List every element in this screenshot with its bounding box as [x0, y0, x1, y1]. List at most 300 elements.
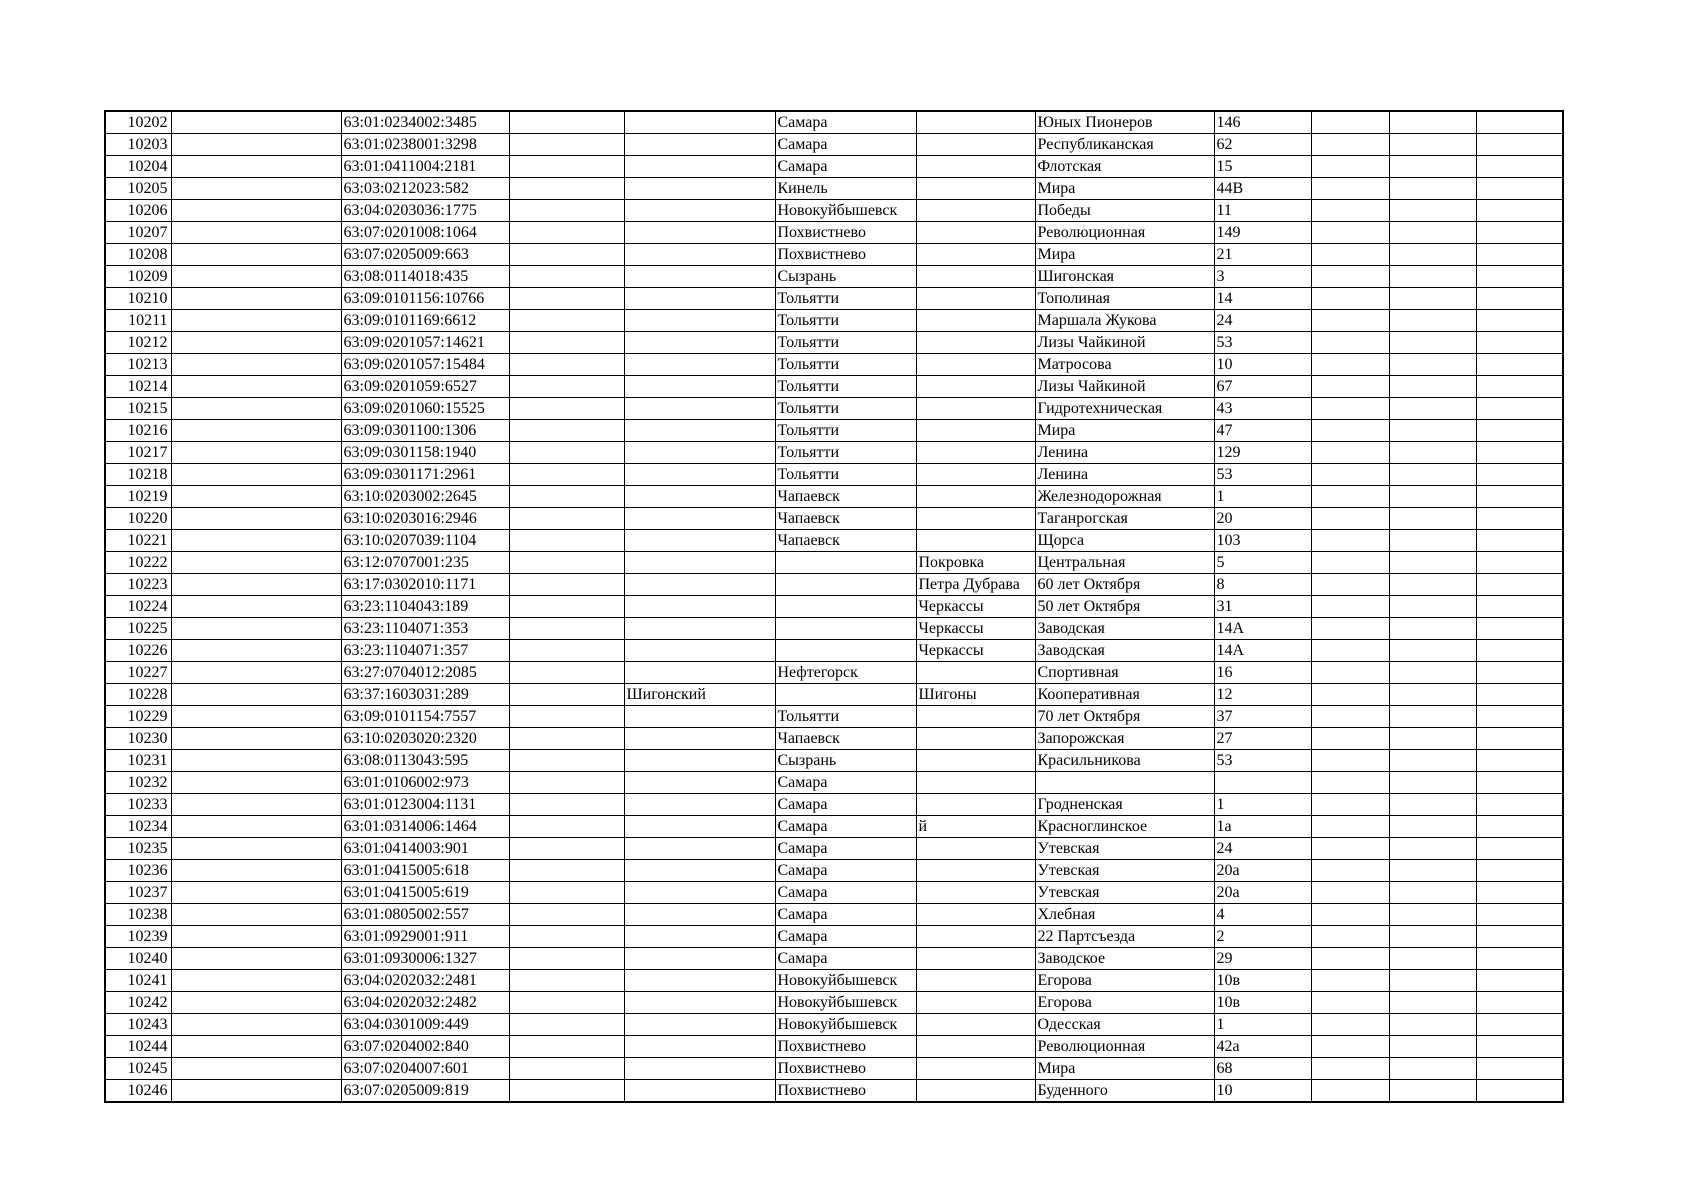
district-cell: [624, 772, 775, 794]
cadastral-number-cell: 63:10:0203020:2320: [341, 728, 509, 750]
blank-cell: [1389, 288, 1476, 310]
row-number-cell: 10211: [105, 310, 171, 332]
settlement-cell: [916, 1058, 1035, 1080]
blank-cell: [509, 266, 624, 288]
street-cell: Буденного: [1035, 1080, 1214, 1103]
street-cell: Егорова: [1035, 992, 1214, 1014]
cadastral-number-cell: 63:09:0101156:10766: [341, 288, 509, 310]
blank-cell: [171, 772, 341, 794]
blank-cell: [171, 376, 341, 398]
district-cell: [624, 200, 775, 222]
blank-cell: [1389, 860, 1476, 882]
row-number-cell: 10230: [105, 728, 171, 750]
cadastral-number-cell: 63:01:0805002:557: [341, 904, 509, 926]
blank-cell: [509, 706, 624, 728]
blank-cell: [171, 111, 341, 134]
house-number-cell: 31: [1214, 596, 1311, 618]
blank-cell: [509, 750, 624, 772]
blank-cell: [509, 288, 624, 310]
settlement-cell: [916, 354, 1035, 376]
city-cell: Тольятти: [775, 288, 916, 310]
district-cell: [624, 156, 775, 178]
city-cell: Самара: [775, 926, 916, 948]
blank-cell: [509, 926, 624, 948]
blank-cell: [1311, 464, 1389, 486]
cadastral-number-cell: 63:01:0930006:1327: [341, 948, 509, 970]
blank-cell: [509, 860, 624, 882]
blank-cell: [1389, 134, 1476, 156]
district-cell: [624, 266, 775, 288]
blank-cell: [1476, 442, 1563, 464]
blank-cell: [509, 618, 624, 640]
house-number-cell: 62: [1214, 134, 1311, 156]
cadastral-number-cell: 63:04:0301009:449: [341, 1014, 509, 1036]
city-cell: [775, 552, 916, 574]
district-cell: [624, 464, 775, 486]
house-number-cell: 15: [1214, 156, 1311, 178]
blank-cell: [171, 486, 341, 508]
row-number-cell: 10221: [105, 530, 171, 552]
district-cell: [624, 376, 775, 398]
blank-cell: [1389, 244, 1476, 266]
table-row: [105, 992, 1563, 1014]
blank-cell: [1311, 376, 1389, 398]
city-cell: Нефтегорск: [775, 662, 916, 684]
row-number-cell: 10203: [105, 134, 171, 156]
blank-cell: [509, 948, 624, 970]
house-number-cell: 27: [1214, 728, 1311, 750]
city-cell: Тольятти: [775, 398, 916, 420]
settlement-cell: [916, 376, 1035, 398]
district-cell: [624, 574, 775, 596]
cadastral-number-cell: 63:09:0201057:14621: [341, 332, 509, 354]
blank-cell: [171, 970, 341, 992]
blank-cell: [171, 464, 341, 486]
street-cell: Ленина: [1035, 464, 1214, 486]
blank-cell: [509, 398, 624, 420]
blank-cell: [1476, 1080, 1563, 1103]
blank-cell: [1476, 222, 1563, 244]
street-cell: 70 лет Октября: [1035, 706, 1214, 728]
blank-cell: [1311, 156, 1389, 178]
settlement-cell: [916, 1080, 1035, 1103]
street-cell: Юных Пионеров: [1035, 111, 1214, 134]
district-cell: Шигонский: [624, 684, 775, 706]
house-number-cell: 149: [1214, 222, 1311, 244]
blank-cell: [1476, 640, 1563, 662]
table-row: [105, 442, 1563, 464]
settlement-cell: [916, 948, 1035, 970]
blank-cell: [171, 684, 341, 706]
cadastral-number-cell: 63:01:0415005:619: [341, 882, 509, 904]
city-cell: [775, 574, 916, 596]
blank-cell: [1389, 926, 1476, 948]
blank-cell: [1311, 596, 1389, 618]
city-cell: Тольятти: [775, 420, 916, 442]
cadastral-number-cell: 63:10:0203016:2946: [341, 508, 509, 530]
house-number-cell: 20а: [1214, 882, 1311, 904]
city-cell: Тольятти: [775, 706, 916, 728]
table-row: [105, 794, 1563, 816]
house-number-cell: 29: [1214, 948, 1311, 970]
blank-cell: [1476, 926, 1563, 948]
blank-cell: [1311, 486, 1389, 508]
cadastral-number-cell: 63:01:0123004:1131: [341, 794, 509, 816]
blank-cell: [1476, 904, 1563, 926]
blank-cell: [1389, 618, 1476, 640]
blank-cell: [171, 794, 341, 816]
blank-cell: [1476, 310, 1563, 332]
district-cell: [624, 816, 775, 838]
street-cell: Гродненская: [1035, 794, 1214, 816]
house-number-cell: 44В: [1214, 178, 1311, 200]
city-cell: Тольятти: [775, 464, 916, 486]
blank-cell: [509, 134, 624, 156]
blank-cell: [171, 596, 341, 618]
blank-cell: [1389, 354, 1476, 376]
row-number-cell: 10215: [105, 398, 171, 420]
blank-cell: [1389, 552, 1476, 574]
settlement-cell: [916, 464, 1035, 486]
row-number-cell: 10224: [105, 596, 171, 618]
blank-cell: [1476, 706, 1563, 728]
row-number-cell: 10246: [105, 1080, 171, 1103]
table-row: [105, 970, 1563, 992]
blank-cell: [171, 860, 341, 882]
settlement-cell: Черкассы: [916, 618, 1035, 640]
house-number-cell: 14А: [1214, 618, 1311, 640]
street-cell: Республиканская: [1035, 134, 1214, 156]
blank-cell: [1476, 486, 1563, 508]
blank-cell: [1476, 266, 1563, 288]
district-cell: [624, 222, 775, 244]
district-cell: [624, 310, 775, 332]
district-cell: [624, 882, 775, 904]
blank-cell: [509, 640, 624, 662]
city-cell: Тольятти: [775, 354, 916, 376]
street-cell: Мира: [1035, 1058, 1214, 1080]
blank-cell: [509, 1036, 624, 1058]
blank-cell: [1389, 222, 1476, 244]
blank-cell: [1476, 838, 1563, 860]
row-number-cell: 10242: [105, 992, 171, 1014]
house-number-cell: 53: [1214, 464, 1311, 486]
blank-cell: [1389, 266, 1476, 288]
blank-cell: [171, 1058, 341, 1080]
blank-cell: [1389, 508, 1476, 530]
blank-cell: [1389, 706, 1476, 728]
row-number-cell: 10240: [105, 948, 171, 970]
district-cell: [624, 728, 775, 750]
city-cell: Тольятти: [775, 310, 916, 332]
blank-cell: [1311, 992, 1389, 1014]
house-number-cell: 43: [1214, 398, 1311, 420]
blank-cell: [1311, 860, 1389, 882]
blank-cell: [171, 178, 341, 200]
row-number-cell: 10229: [105, 706, 171, 728]
blank-cell: [171, 508, 341, 530]
blank-cell: [509, 574, 624, 596]
district-cell: [624, 398, 775, 420]
blank-cell: [1389, 178, 1476, 200]
blank-cell: [1311, 618, 1389, 640]
blank-cell: [509, 552, 624, 574]
blank-cell: [509, 442, 624, 464]
table-row: [105, 310, 1563, 332]
cadastral-number-cell: 63:08:0113043:595: [341, 750, 509, 772]
blank-cell: [171, 618, 341, 640]
district-cell: [624, 111, 775, 134]
blank-cell: [171, 288, 341, 310]
blank-cell: [1389, 1058, 1476, 1080]
blank-cell: [171, 816, 341, 838]
district-cell: [624, 1058, 775, 1080]
settlement-cell: й: [916, 816, 1035, 838]
district-cell: [624, 442, 775, 464]
row-number-cell: 10231: [105, 750, 171, 772]
street-cell: Гидротехническая: [1035, 398, 1214, 420]
blank-cell: [1476, 750, 1563, 772]
settlement-cell: [916, 728, 1035, 750]
street-cell: Победы: [1035, 200, 1214, 222]
cadastral-number-cell: 63:09:0201059:6527: [341, 376, 509, 398]
district-cell: [624, 1080, 775, 1103]
blank-cell: [509, 1080, 624, 1103]
house-number-cell: 10в: [1214, 970, 1311, 992]
blank-cell: [1311, 420, 1389, 442]
blank-cell: [1476, 464, 1563, 486]
table-row: [105, 574, 1563, 596]
row-number-cell: 10245: [105, 1058, 171, 1080]
row-number-cell: 10213: [105, 354, 171, 376]
settlement-cell: [916, 926, 1035, 948]
district-cell: [624, 530, 775, 552]
city-cell: [775, 618, 916, 640]
blank-cell: [509, 464, 624, 486]
house-number-cell: 1: [1214, 794, 1311, 816]
row-number-cell: 10210: [105, 288, 171, 310]
city-cell: Кинель: [775, 178, 916, 200]
blank-cell: [1311, 222, 1389, 244]
street-cell: Одесская: [1035, 1014, 1214, 1036]
blank-cell: [1311, 684, 1389, 706]
street-cell: Заводская: [1035, 640, 1214, 662]
street-cell: Утевская: [1035, 860, 1214, 882]
house-number-cell: 24: [1214, 310, 1311, 332]
blank-cell: [1476, 530, 1563, 552]
row-number-cell: 10232: [105, 772, 171, 794]
settlement-cell: [916, 970, 1035, 992]
blank-cell: [1476, 618, 1563, 640]
district-cell: [624, 1036, 775, 1058]
blank-cell: [1311, 442, 1389, 464]
blank-cell: [509, 420, 624, 442]
city-cell: Чапаевск: [775, 508, 916, 530]
house-number-cell: 20: [1214, 508, 1311, 530]
blank-cell: [509, 244, 624, 266]
house-number-cell: 1: [1214, 1014, 1311, 1036]
house-number-cell: 12: [1214, 684, 1311, 706]
district-cell: [624, 860, 775, 882]
blank-cell: [1476, 398, 1563, 420]
blank-cell: [1476, 288, 1563, 310]
blank-cell: [1476, 816, 1563, 838]
blank-cell: [1476, 134, 1563, 156]
cadastral-number-cell: 63:23:1104071:353: [341, 618, 509, 640]
street-cell: Матросова: [1035, 354, 1214, 376]
settlement-cell: [916, 992, 1035, 1014]
blank-cell: [1311, 134, 1389, 156]
city-cell: Новокуйбышевск: [775, 970, 916, 992]
blank-cell: [509, 772, 624, 794]
street-cell: 60 лет Октября: [1035, 574, 1214, 596]
table-row: [105, 222, 1563, 244]
blank-cell: [509, 816, 624, 838]
cadastral-number-cell: 63:01:0411004:2181: [341, 156, 509, 178]
cadastral-number-cell: 63:09:0301100:1306: [341, 420, 509, 442]
table-row: [105, 948, 1563, 970]
blank-cell: [171, 1014, 341, 1036]
blank-cell: [509, 354, 624, 376]
blank-cell: [171, 420, 341, 442]
cadastral-number-cell: 63:07:0205009:663: [341, 244, 509, 266]
blank-cell: [171, 882, 341, 904]
row-number-cell: 10223: [105, 574, 171, 596]
cadastral-number-cell: 63:23:1104071:357: [341, 640, 509, 662]
blank-cell: [509, 178, 624, 200]
blank-cell: [171, 398, 341, 420]
row-number-cell: 10207: [105, 222, 171, 244]
table-row: [105, 376, 1563, 398]
city-cell: Тольятти: [775, 442, 916, 464]
city-cell: Самара: [775, 772, 916, 794]
table-body: [105, 111, 1563, 1102]
house-number-cell: 2: [1214, 926, 1311, 948]
blank-cell: [509, 904, 624, 926]
house-number-cell: 4: [1214, 904, 1311, 926]
street-cell: 22 Партсъезда: [1035, 926, 1214, 948]
house-number-cell: 53: [1214, 332, 1311, 354]
city-cell: Чапаевск: [775, 728, 916, 750]
blank-cell: [171, 706, 341, 728]
cadastral-number-cell: 63:10:0203002:2645: [341, 486, 509, 508]
street-cell: Лизы Чайкиной: [1035, 332, 1214, 354]
blank-cell: [1476, 772, 1563, 794]
house-number-cell: 11: [1214, 200, 1311, 222]
settlement-cell: Черкассы: [916, 640, 1035, 662]
city-cell: Похвистнево: [775, 222, 916, 244]
blank-cell: [1389, 156, 1476, 178]
records-table: [104, 110, 1564, 1103]
blank-cell: [1389, 794, 1476, 816]
table-row: [105, 464, 1563, 486]
row-number-cell: 10235: [105, 838, 171, 860]
table-row: [105, 552, 1563, 574]
blank-cell: [1476, 596, 1563, 618]
table-row: [105, 156, 1563, 178]
blank-cell: [1389, 882, 1476, 904]
table-row: [105, 1036, 1563, 1058]
settlement-cell: [916, 111, 1035, 134]
blank-cell: [1476, 1036, 1563, 1058]
row-number-cell: 10244: [105, 1036, 171, 1058]
row-number-cell: 10227: [105, 662, 171, 684]
row-number-cell: 10237: [105, 882, 171, 904]
street-cell: Спортивная: [1035, 662, 1214, 684]
cadastral-number-cell: 63:17:0302010:1171: [341, 574, 509, 596]
blank-cell: [171, 640, 341, 662]
blank-cell: [509, 486, 624, 508]
table-row: [105, 838, 1563, 860]
blank-cell: [1476, 244, 1563, 266]
settlement-cell: [916, 244, 1035, 266]
street-cell: Запорожская: [1035, 728, 1214, 750]
cadastral-number-cell: 63:12:0707001:235: [341, 552, 509, 574]
blank-cell: [1476, 970, 1563, 992]
settlement-cell: [916, 1014, 1035, 1036]
blank-cell: [1311, 970, 1389, 992]
table-row: [105, 1080, 1563, 1103]
city-cell: Самара: [775, 156, 916, 178]
blank-cell: [1389, 310, 1476, 332]
blank-cell: [509, 794, 624, 816]
settlement-cell: [916, 904, 1035, 926]
table-row: [105, 750, 1563, 772]
table-row: [105, 508, 1563, 530]
district-cell: [624, 970, 775, 992]
street-cell: Хлебная: [1035, 904, 1214, 926]
street-cell: Красноглинское: [1035, 816, 1214, 838]
table-row: [105, 772, 1563, 794]
blank-cell: [509, 530, 624, 552]
blank-cell: [1476, 948, 1563, 970]
settlement-cell: Петра Дубрава: [916, 574, 1035, 596]
settlement-cell: [916, 178, 1035, 200]
settlement-cell: [916, 486, 1035, 508]
blank-cell: [509, 376, 624, 398]
blank-cell: [1389, 574, 1476, 596]
city-cell: [775, 640, 916, 662]
blank-cell: [1311, 1058, 1389, 1080]
cadastral-number-cell: 63:01:0238001:3298: [341, 134, 509, 156]
house-number-cell: 37: [1214, 706, 1311, 728]
district-cell: [624, 794, 775, 816]
cadastral-number-cell: 63:01:0415005:618: [341, 860, 509, 882]
table-row: [105, 860, 1563, 882]
blank-cell: [509, 882, 624, 904]
row-number-cell: 10219: [105, 486, 171, 508]
street-cell: Мира: [1035, 420, 1214, 442]
blank-cell: [1389, 530, 1476, 552]
row-number-cell: 10241: [105, 970, 171, 992]
table-row: [105, 266, 1563, 288]
row-number-cell: 10233: [105, 794, 171, 816]
district-cell: [624, 640, 775, 662]
cadastral-number-cell: 63:04:0202032:2481: [341, 970, 509, 992]
blank-cell: [1389, 816, 1476, 838]
house-number-cell: 42а: [1214, 1036, 1311, 1058]
blank-cell: [1476, 200, 1563, 222]
blank-cell: [509, 222, 624, 244]
city-cell: Сызрань: [775, 750, 916, 772]
blank-cell: [1476, 794, 1563, 816]
blank-cell: [1311, 574, 1389, 596]
row-number-cell: 10222: [105, 552, 171, 574]
blank-cell: [1311, 200, 1389, 222]
blank-cell: [1311, 244, 1389, 266]
blank-cell: [171, 948, 341, 970]
settlement-cell: [916, 156, 1035, 178]
